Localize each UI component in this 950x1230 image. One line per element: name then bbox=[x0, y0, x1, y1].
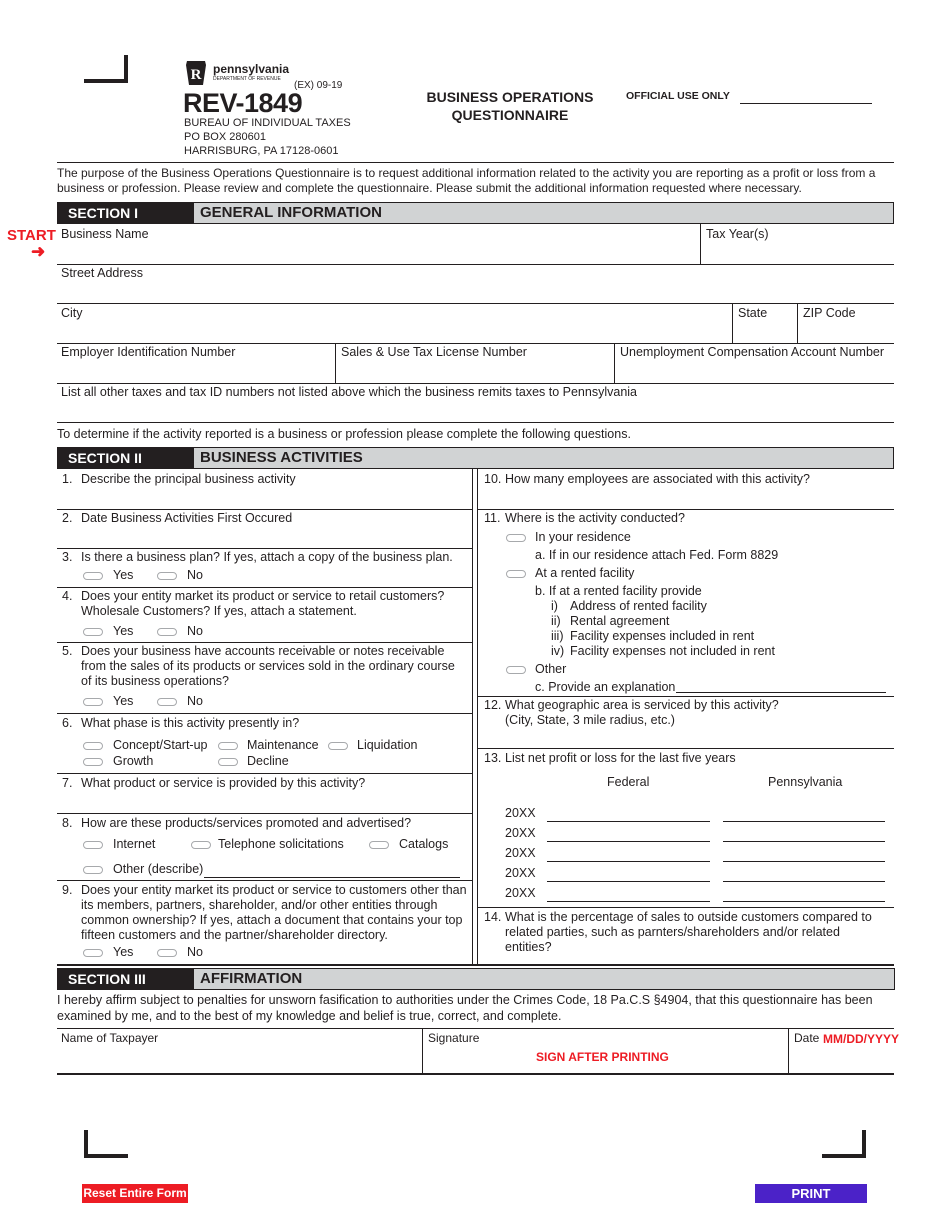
question-number: 6. bbox=[62, 716, 73, 730]
q5-yes-checkbox[interactable] bbox=[83, 698, 103, 706]
q11-roman-1-text: Address of rented facility bbox=[570, 599, 707, 613]
q11-roman-4-num: iv) bbox=[551, 644, 565, 658]
agency-name: pennsylvania bbox=[213, 62, 290, 76]
section-2-header bbox=[57, 447, 894, 469]
question-text: What geographic area is serviced by this activity? bbox=[505, 698, 779, 712]
q6-decline-label: Decline bbox=[247, 754, 289, 768]
q8-other-line[interactable] bbox=[204, 877, 460, 878]
q3-yes-label: Yes bbox=[113, 568, 134, 582]
divider bbox=[57, 964, 894, 966]
question-4 bbox=[62, 589, 467, 619]
bureau-address-1: BUREAU OF INDIVIDUAL TAXES bbox=[184, 117, 351, 129]
question-8 bbox=[62, 816, 467, 831]
sign-after-printing-note: SIGN AFTER PRINTING bbox=[536, 1050, 669, 1064]
q11-explanation-line[interactable] bbox=[676, 692, 886, 693]
q11-rented-note: b. If at a rented facility provide bbox=[535, 584, 702, 598]
q13-federal-3[interactable] bbox=[547, 861, 710, 862]
question-5 bbox=[62, 644, 467, 689]
signature-field[interactable]: Signature bbox=[428, 1031, 480, 1045]
question-number: 11. bbox=[484, 511, 501, 525]
q9-yes-checkbox[interactable] bbox=[83, 949, 103, 957]
divider bbox=[57, 509, 472, 510]
crop-mark-bottom-right bbox=[822, 1130, 866, 1158]
q11-roman-4-text: Facility expenses not included in rent bbox=[570, 644, 775, 658]
divider bbox=[732, 303, 733, 343]
divider bbox=[57, 813, 472, 814]
date-label: Date bbox=[794, 1031, 820, 1045]
q13-year-4: 20XX bbox=[505, 866, 536, 880]
question-text: What product or service is provided by this activity? bbox=[81, 776, 366, 790]
q11-roman-2-num: ii) bbox=[551, 614, 561, 628]
q13-pa-header: Pennsylvania bbox=[768, 775, 843, 789]
q9-no-label: No bbox=[187, 945, 203, 959]
other-taxes-field[interactable]: List all other taxes and tax ID numbers not listed above which the business remits taxes to Pennsylvania bbox=[61, 385, 637, 399]
divider bbox=[788, 1028, 789, 1073]
q4-yes-checkbox[interactable] bbox=[83, 628, 103, 636]
reset-form-button[interactable]: Reset Entire Form bbox=[82, 1184, 188, 1203]
question-number: 8. bbox=[62, 816, 73, 830]
street-address-field[interactable]: Street Address bbox=[61, 266, 143, 280]
q11-rented-checkbox[interactable] bbox=[506, 570, 526, 578]
question-number: 2. bbox=[62, 511, 73, 525]
svg-text:R: R bbox=[190, 67, 202, 83]
q11-residence-label: In your residence bbox=[535, 530, 631, 544]
question-1[interactable] bbox=[62, 472, 467, 487]
state-field[interactable]: State bbox=[738, 306, 768, 320]
divider bbox=[700, 224, 701, 264]
q8-telephone-checkbox[interactable] bbox=[191, 841, 211, 849]
q13-year-5: 20XX bbox=[505, 886, 536, 900]
q13-federal-4[interactable] bbox=[547, 881, 710, 882]
official-use-label: OFFICIAL USE ONLY bbox=[626, 90, 730, 102]
q8-other-checkbox[interactable] bbox=[83, 866, 103, 874]
question-6 bbox=[62, 716, 467, 731]
section-3-number: SECTION III bbox=[58, 969, 194, 989]
question-number: 12. bbox=[484, 698, 502, 712]
divider bbox=[614, 343, 615, 383]
bureau-address-2: PO BOX 280601 bbox=[184, 131, 266, 143]
q6-growth-checkbox[interactable] bbox=[83, 758, 103, 766]
sales-tax-license-field[interactable]: Sales & Use Tax License Number bbox=[341, 345, 527, 359]
q6-growth-label: Growth bbox=[113, 754, 154, 768]
unemployment-account-field[interactable]: Unemployment Compensation Account Number bbox=[620, 345, 885, 359]
divider bbox=[57, 880, 472, 881]
agency-dept: DEPARTMENT OF REVENUE bbox=[213, 76, 281, 82]
start-label: START bbox=[7, 227, 56, 244]
question-subtext: (City, State, 3 mile radius, etc.) bbox=[505, 713, 675, 727]
section-1-header bbox=[57, 202, 894, 224]
q6-maintenance-label: Maintenance bbox=[247, 738, 319, 752]
q3-no-checkbox[interactable] bbox=[157, 572, 177, 580]
form-title-line1: BUSINESS OPERATIONS bbox=[426, 89, 594, 105]
taxpayer-name-field[interactable]: Name of Taxpayer bbox=[61, 1031, 159, 1045]
divider bbox=[57, 548, 472, 549]
q8-telephone-label: Telephone solicitations bbox=[218, 837, 344, 851]
q9-no-checkbox[interactable] bbox=[157, 949, 177, 957]
question-number: 5. bbox=[62, 644, 73, 658]
divider bbox=[477, 696, 894, 697]
q9-yes-label: Yes bbox=[113, 945, 134, 959]
question-text: Does your entity market its product or service to retail customers? Wholesale Customers? If yes, attach a statement. bbox=[81, 589, 445, 618]
question-text: List net profit or loss for the last five years bbox=[505, 751, 736, 765]
bureau-address-3: HARRISBURG, PA 17128-0601 bbox=[184, 145, 339, 157]
question-14[interactable] bbox=[484, 910, 889, 955]
question-text: Describe the principal business activity bbox=[81, 472, 296, 486]
divider bbox=[477, 907, 894, 908]
q6-decline-checkbox[interactable] bbox=[218, 758, 238, 766]
divider bbox=[57, 422, 894, 423]
affirmation-text: I hereby affirm subject to penalties for unsworn fasification to authorities under the Crimes Code, 18 Pa.C.S §4904, that this questionnaire has been examined by me, and to the best of my knowledge and belief is true, correct, and complete. bbox=[57, 993, 873, 1023]
question-13 bbox=[484, 751, 889, 766]
q11-roman-3-text: Facility expenses included in rent bbox=[570, 629, 755, 643]
question-number: 9. bbox=[62, 883, 73, 897]
header-rule bbox=[57, 162, 894, 163]
divider bbox=[57, 587, 472, 588]
column-divider bbox=[477, 469, 478, 965]
question-text: How are these products/services promoted and advertised? bbox=[81, 816, 412, 830]
divider bbox=[57, 264, 894, 265]
pa-logo bbox=[185, 60, 207, 86]
question-10[interactable] bbox=[484, 472, 889, 487]
q8-internet-checkbox[interactable] bbox=[83, 841, 103, 849]
q11-roman-1-num: i) bbox=[551, 599, 558, 613]
q13-pa-2[interactable] bbox=[723, 841, 885, 842]
crop-mark-top-left bbox=[84, 55, 128, 83]
form-title-line2: QUESTIONNAIRE bbox=[451, 107, 569, 123]
question-text: What phase is this activity presently in? bbox=[81, 716, 300, 730]
q11-other-note: c. Provide an explanation bbox=[535, 680, 676, 694]
form-number: REV-1849 bbox=[183, 88, 303, 118]
q8-catalogs-label: Catalogs bbox=[399, 837, 449, 851]
divider bbox=[422, 1028, 423, 1073]
question-2[interactable] bbox=[62, 511, 467, 526]
question-7[interactable] bbox=[62, 776, 467, 791]
print-button[interactable]: PRINT bbox=[755, 1184, 867, 1203]
keystone-icon bbox=[185, 60, 207, 86]
divider bbox=[797, 303, 798, 343]
question-text: Where is the activity conducted? bbox=[505, 511, 685, 525]
q6-concept-checkbox[interactable] bbox=[83, 742, 103, 750]
question-number: 14. bbox=[484, 910, 502, 924]
q8-other-label: Other (describe) bbox=[113, 862, 204, 876]
question-text: Is there a business plan? If yes, attach a copy of the business plan. bbox=[81, 550, 453, 564]
divider bbox=[477, 748, 894, 749]
q5-no-checkbox[interactable] bbox=[157, 698, 177, 706]
divider bbox=[57, 1028, 894, 1029]
q6-liquidation-label: Liquidation bbox=[357, 738, 418, 752]
question-text: Does your business have accounts receivable or notes receivable from the sales of its products or services sold in the ordinary course of its business operations? bbox=[81, 644, 455, 688]
tax-year-field[interactable]: Tax Year(s) bbox=[706, 227, 769, 241]
section-1-title: GENERAL INFORMATION bbox=[200, 204, 382, 221]
divider bbox=[57, 713, 472, 714]
q11-other-checkbox[interactable] bbox=[506, 666, 526, 674]
q4-no-label: No bbox=[187, 624, 203, 638]
divider bbox=[57, 773, 472, 774]
section-3-header bbox=[57, 968, 895, 990]
divider bbox=[57, 303, 894, 304]
q13-year-1: 20XX bbox=[505, 806, 536, 820]
divider bbox=[57, 1073, 894, 1075]
q8-catalogs-checkbox[interactable] bbox=[369, 841, 389, 849]
business-name-field[interactable]: Business Name bbox=[61, 227, 149, 241]
section-2-number: SECTION II bbox=[58, 448, 194, 468]
divider bbox=[335, 343, 336, 383]
q5-no-label: No bbox=[187, 694, 203, 708]
question-number: 13. bbox=[484, 751, 502, 765]
q5-yes-label: Yes bbox=[113, 694, 134, 708]
q11-residence-checkbox[interactable] bbox=[506, 534, 526, 542]
q13-federal-header: Federal bbox=[607, 775, 650, 789]
q6-maintenance-checkbox[interactable] bbox=[218, 742, 238, 750]
q13-federal-2[interactable] bbox=[547, 841, 710, 842]
q3-yes-checkbox[interactable] bbox=[83, 572, 103, 580]
q4-yes-label: Yes bbox=[113, 624, 134, 638]
question-text: Does your entity market its product or service to customers other than its members, partners, shareholder, and/or other entities through common ownership? If yes, attach a document that contains your top fifteen customers and the partner/shareholder directory. bbox=[81, 883, 467, 942]
q11-residence-note: a. If in our residence attach Fed. Form 8829 bbox=[535, 548, 779, 562]
divider bbox=[57, 383, 894, 384]
question-12[interactable] bbox=[484, 698, 889, 728]
q13-pa-4[interactable] bbox=[723, 881, 885, 882]
question-text: What is the percentage of sales to outside customers compared to related parties, such as parnters/shareholders and/or related entities? bbox=[505, 910, 872, 954]
intro-text: The purpose of the Business Operations Questionnaire is to request additional information related to the activity you are reporting as a profit or loss from a business or profession. Please review and complete the questionnaire. Please submit the additional information requested where necessary. bbox=[57, 166, 876, 195]
crop-mark-bottom-left bbox=[84, 1130, 128, 1158]
start-arrow-icon: ➜ bbox=[31, 242, 46, 261]
q11-roman-2-text: Rental agreement bbox=[570, 614, 670, 628]
q6-liquidation-checkbox[interactable] bbox=[328, 742, 348, 750]
question-number: 7. bbox=[62, 776, 73, 790]
q11-rented-label: At a rented facility bbox=[535, 566, 635, 580]
question-text: How many employees are associated with this activity? bbox=[505, 472, 810, 486]
q13-pa-1[interactable] bbox=[723, 821, 885, 822]
q8-internet-label: Internet bbox=[113, 837, 156, 851]
q13-year-3: 20XX bbox=[505, 846, 536, 860]
q11-other-label: Other bbox=[535, 662, 567, 676]
q3-no-label: No bbox=[187, 568, 203, 582]
q13-pa-5[interactable] bbox=[723, 901, 885, 902]
q13-federal-1[interactable] bbox=[547, 821, 710, 822]
question-number: 1. bbox=[62, 472, 73, 486]
divider bbox=[57, 642, 472, 643]
q11-roman-3-num: iii) bbox=[551, 629, 564, 643]
form-version: (EX) 09-19 bbox=[294, 80, 343, 91]
question-number: 3. bbox=[62, 550, 73, 564]
q4-no-checkbox[interactable] bbox=[157, 628, 177, 636]
question-number: 10. bbox=[484, 472, 502, 486]
q13-federal-5[interactable] bbox=[547, 901, 710, 902]
section-3-title: AFFIRMATION bbox=[200, 970, 303, 987]
question-11 bbox=[484, 511, 889, 526]
question-9 bbox=[62, 883, 467, 943]
question-3 bbox=[62, 550, 467, 565]
section-2-title: BUSINESS ACTIVITIES bbox=[200, 449, 363, 466]
section-1-number: SECTION I bbox=[58, 203, 194, 223]
city-field[interactable]: City bbox=[61, 306, 83, 320]
date-field[interactable]: MM/DD/YYYY bbox=[823, 1032, 900, 1046]
zip-code-field[interactable]: ZIP Code bbox=[803, 306, 856, 320]
q6-concept-label: Concept/Start-up bbox=[113, 738, 208, 752]
divider bbox=[57, 343, 894, 344]
official-use-line bbox=[740, 103, 872, 104]
determine-text: To determine if the activity reported is a business or profession please complete the following questions. bbox=[57, 427, 631, 441]
ein-field[interactable]: Employer Identification Number bbox=[61, 345, 236, 359]
q13-pa-3[interactable] bbox=[723, 861, 885, 862]
question-number: 4. bbox=[62, 589, 73, 603]
q13-year-2: 20XX bbox=[505, 826, 536, 840]
question-text: Date Business Activities First Occured bbox=[81, 511, 293, 525]
column-divider bbox=[472, 469, 473, 965]
divider bbox=[477, 509, 894, 510]
